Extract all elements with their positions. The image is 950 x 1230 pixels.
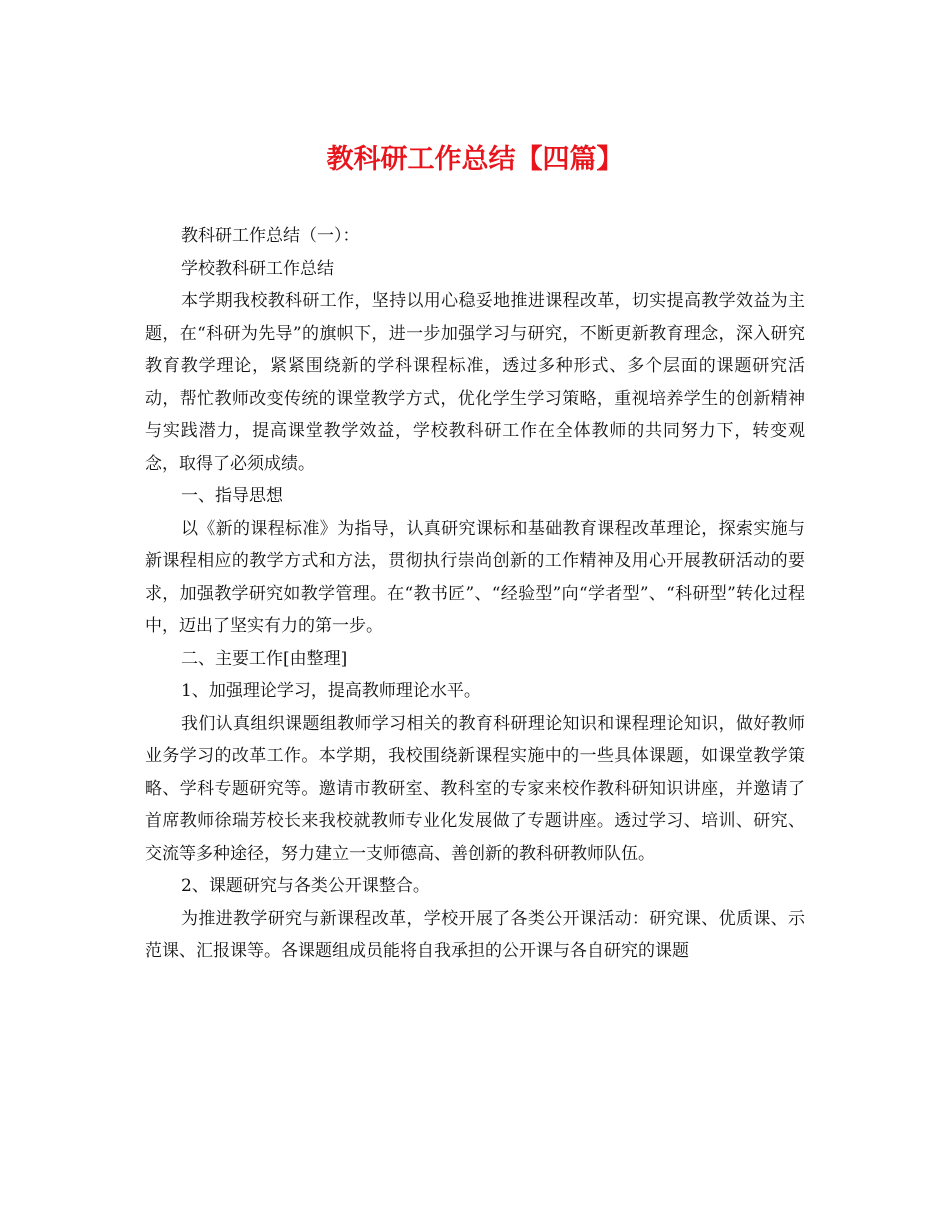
- section-heading-guiding-thought: 一、指导思想: [181, 486, 283, 506]
- section-heading-main-work: 二、主要工作[由整理]: [181, 648, 348, 669]
- paragraph-subtitle: 学校教科研工作总结: [181, 258, 334, 279]
- paragraph-heading-1: 教科研工作总结（一）：: [181, 226, 360, 246]
- paragraph-guiding-thought: 以《新的课程标准》为指导，认真研究课标和基础教育课程改革理论，探索实施与新课程相应的教学方式和方法，贯彻执行崇尚创新的工作精神及用心开展教研活动的要求，加强教学研究如教学管理。在“教书匠”、“经验型”向“学者型”、“科研型”转化过程中，迈出了坚实有力的第一步。: [145, 518, 805, 636]
- document-body: [145, 220, 805, 968]
- subheading-research-integration: 2、课题研究与各类公开课整合。: [181, 876, 430, 896]
- paragraph-research-integration: 为推进教学研究与新课程改革，学校开展了各类公开课活动：研究课、优质课、示范课、汇报课等。各课题组成员能将自我承担的公开课与各自研究的课题: [145, 908, 805, 961]
- paragraph-intro: 本学期我校教科研工作，坚持以用心稳妥地推进课程改革，切实提高教学效益为主题，在“科研为先导”的旗帜下，进一步加强学习与研究，不断更新教育理念，深入研究教育教学理论，紧紧围绕新的学科课程标准，透过多种形式、多个层面的课题研究活动，帮忙教师改变传统的课堂教学方式，优化学生学习策略，重视培养学生的创新精神与实践潜力，提高课堂教学效益，学校教科研工作在全体教师的共同努力下，转变观念，取得了必须成绩。: [145, 291, 805, 474]
- subheading-theory-study: 1、加强理论学习，提高教师理论水平。: [181, 681, 481, 701]
- document-title: 教科研工作总结【四篇】: [326, 144, 624, 175]
- paragraph-theory-study: 我们认真组织课题组教师学习相关的教育科研理论知识和课程理论知识，做好教师业务学习的改革工作。本学期，我校围绕新课程实施中的一些具体课题，如课堂教学策略、学科专题研究等。邀请市教研室、教科室的专家来校作教科研知识讲座，并邀请了首席教师徐瑞芳校长来我校就教师专业化发展做了专题讲座。透过学习、培训、研究、交流等多种途径，努力建立一支师德高、善创新的教科研教师队伍。: [145, 713, 805, 864]
